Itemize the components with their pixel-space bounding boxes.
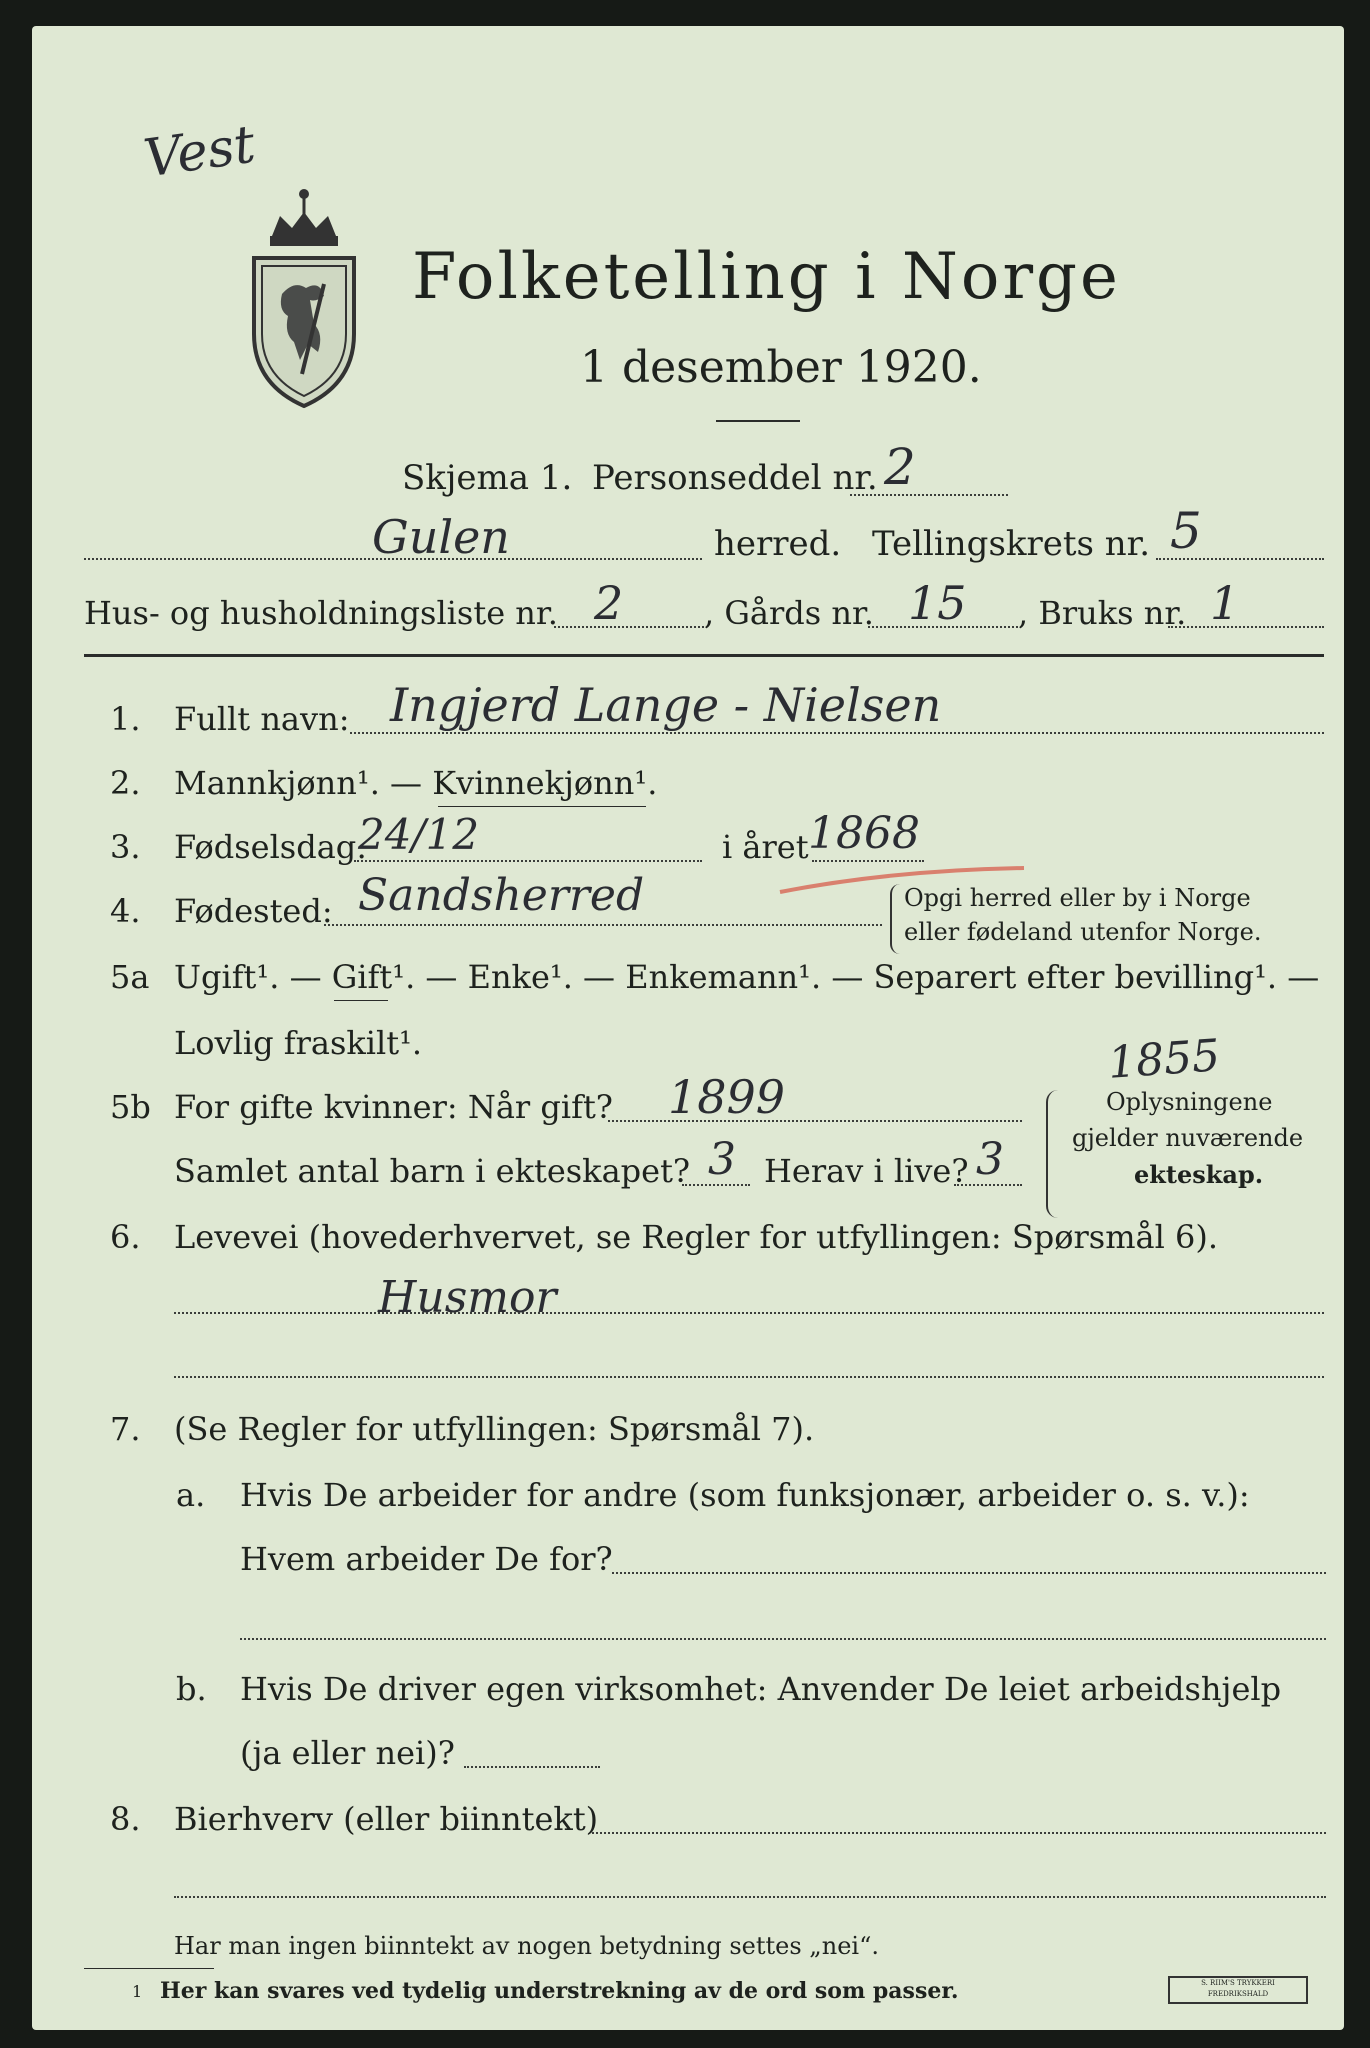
liste-line — [554, 626, 704, 628]
q5b-note-line2: gjelder nuværende — [1072, 1124, 1304, 1152]
q4-note-line2: eller fødeland utenfor Norge. — [904, 918, 1262, 946]
q2-underline — [438, 806, 646, 807]
printer-stamp: S. RIIM'S TRYKKERI FREDRIKSHALD — [1168, 1976, 1308, 2004]
coat-of-arms-icon — [244, 184, 364, 414]
q6-label: Levevei (hovederhvervet, se Regler for utfyllingen: Spørsmål 6). — [174, 1218, 1219, 1256]
q7a-answer-line1 — [612, 1572, 1326, 1574]
q5b-note-line1: Oplysningene — [1106, 1088, 1273, 1116]
q7a-answer-line2 — [240, 1638, 1326, 1640]
q7-number: 7. — [110, 1410, 141, 1448]
q7b-line1: Hvis De driver egen virksomhet: Anvender De leiet arbeidshjelp — [240, 1670, 1282, 1708]
schema-label: Skjema 1. — [402, 458, 573, 498]
q1-label: Fullt navn: — [174, 700, 350, 738]
census-form — [32, 26, 1344, 2030]
q5b-number: 5b — [110, 1088, 151, 1126]
liste-label: Hus- og husholdningsliste nr. — [84, 594, 558, 632]
gards-value: 15 — [908, 576, 967, 630]
personseddel-value: 2 — [884, 438, 916, 496]
gards-label: , Gårds nr. — [704, 594, 874, 632]
q7-label: (Se Regler for utfyllingen: Spørsmål 7). — [174, 1410, 815, 1448]
q3-value: 24/12 — [358, 810, 480, 859]
q7b-line2: (ja eller nei)? — [240, 1734, 455, 1772]
herred-label: herred. — [714, 524, 842, 564]
q5b-label3: Herav i live? — [764, 1152, 969, 1190]
q5b-note-line3: ekteskap. — [1134, 1160, 1264, 1189]
q8-line — [592, 1832, 1326, 1834]
tellingskrets-value: 5 — [1170, 502, 1202, 560]
q7b-answer-line — [464, 1766, 600, 1768]
q4-label: Fødested: — [174, 892, 333, 930]
q3-number: 3. — [110, 828, 141, 866]
q1-value: Ingjerd Lange - Nielsen — [390, 678, 942, 732]
q5b-value2: 3 — [708, 1134, 736, 1185]
q6-line2 — [174, 1376, 1324, 1378]
footer-note: Har man ingen biinntekt av nogen betydning settes „nei“. — [174, 1932, 879, 1960]
q5b-value3: 3 — [976, 1134, 1004, 1185]
q4-note-line1: Opgi herred eller by i Norge — [904, 884, 1251, 912]
tellingskrets-label: Tellingskrets nr. — [872, 524, 1151, 564]
q7a-line2: Hvem arbeider De for? — [240, 1540, 613, 1578]
census-date: 1 desember 1920. — [580, 342, 982, 393]
q8-label: Bierhverv (eller biinntekt) — [174, 1800, 599, 1838]
q6-line1 — [174, 1312, 1324, 1314]
q5a-underline — [334, 1000, 388, 1001]
q4-value: Sandsherred — [358, 870, 645, 921]
liste-value: 2 — [594, 576, 624, 630]
q7a-letter: a. — [176, 1476, 206, 1514]
q8-line2 — [174, 1896, 1326, 1898]
q3-year-label: i året — [722, 828, 809, 866]
q7b-letter: b. — [176, 1670, 207, 1708]
bruks-value: 1 — [1210, 576, 1240, 630]
q2-text: Mannkjønn¹. — Kvinnekjønn¹. — [174, 764, 658, 802]
q5b-label1: For gifte kvinner: Når gift? — [174, 1088, 613, 1126]
q6-number: 6. — [110, 1218, 141, 1256]
form-title: Folketelling i Norge — [412, 240, 1121, 314]
q4-line — [324, 924, 882, 926]
q7a-line1: Hvis De arbeider for andre (som funksjonær, arbeider o. s. v.): — [240, 1476, 1250, 1514]
herred-value: Gulen — [372, 510, 510, 564]
q5b-value1: 1899 — [668, 1070, 786, 1124]
personseddel-label: Personseddel nr. — [592, 458, 878, 498]
q1-number: 1. — [110, 700, 141, 738]
q5b-label2: Samlet antal barn i ekteskapet? — [174, 1152, 691, 1190]
q1-line — [350, 732, 1324, 734]
footnote-rule — [84, 1968, 214, 1969]
q5a-number: 5a — [110, 958, 150, 996]
q6-value: Husmor — [378, 1272, 557, 1323]
corner-note: Vest — [140, 114, 259, 190]
section-divider — [84, 654, 1324, 657]
q4-number: 4. — [110, 892, 141, 930]
q3-year-value: 1868 — [808, 808, 920, 859]
title-divider — [716, 420, 800, 422]
q5a-line1: Ugift¹. — Gift¹. — Enke¹. — Enkemann¹. — Separert efter bevilling¹. — — [174, 958, 1320, 996]
bruks-line — [1168, 626, 1324, 628]
q3-line — [354, 860, 702, 862]
q2-number: 2. — [110, 764, 141, 802]
bruks-label: , Bruks nr. — [1018, 594, 1187, 632]
q5a-line2: Lovlig fraskilt¹. — [174, 1024, 423, 1062]
q3-label: Fødselsdag: — [174, 828, 368, 866]
footnote-mark: 1 — [132, 1982, 143, 2001]
q5b-brace — [1046, 1090, 1060, 1218]
q4-brace — [890, 884, 900, 954]
footnote-text: Her kan svares ved tydelig understrekning av de ord som passer. — [160, 1978, 959, 2004]
q8-number: 8. — [110, 1800, 141, 1838]
personseddel-line — [850, 494, 1008, 496]
q5b-extra-value: 1855 — [1106, 1030, 1222, 1089]
